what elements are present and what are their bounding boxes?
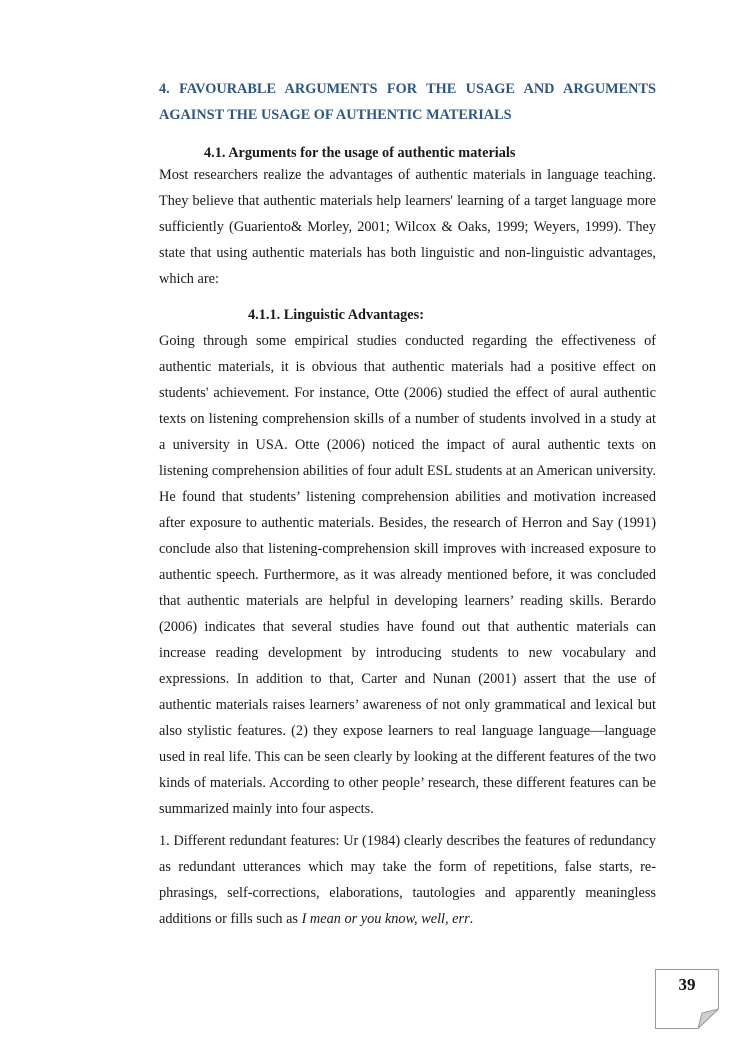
paragraph-redundant-features — [159, 828, 656, 932]
paragraph-end: . — [469, 911, 474, 927]
page-number-box — [655, 969, 719, 1029]
paragraph-linguistic-advantages: Going through some empirical studies conducted regarding the effectiveness of authentic materials, it is obvious that authentic materials had a positive effect on students' achievement. For instance, Otte (2006) studied the effect of aural authentic texts on listening comprehension skills of a number of students involved in a study at a university in USA. Otte (2006) noticed the impact of aural authentic texts on listening comprehension abilities of four adult ESL students at an American university. He found that students’ listening comprehension abilities and motivation increased after exposure to authentic materials. Besides, the research of Herron and Say (1991) conclude also that listening-comprehension skill improves with increased exposure to authentic speech. Furthermore, as it was already mentioned before, it was concluded that authentic materials are helpful in developing learners’ reading skills. Berardo (2006) indicates that several studies have found out that authentic materials can increase reading development by introducing students to new vocabulary and expressions. In addition to that, Carter and Nunan (2001) assert that the use of authentic materials raises learners’ awareness of not only grammatical and lexical but also stylistic features. (2) they expose learners to real language language—language used in real life. This can be seen clearly by looking at the different features of the two kinds of materials. According to other people’ research, these different features can be summarized mainly into four aspects. — [159, 333, 656, 817]
document-page — [159, 76, 656, 932]
italic-example: I mean or you know, well, err — [301, 911, 470, 927]
page-number: 39 — [678, 975, 696, 994]
paragraph-advantages-intro: Most researchers realize the advantages of authentic materials in language teaching. They believe that authentic materials help learners' learning of a target language more sufficiently (Guariento& Morley, 2001; Wilcox & Oaks, 1999; Weyers, 1999). They state that using authentic materials has both linguistic and non-linguistic advantages, which are: — [159, 167, 656, 287]
subsubsection-title: 4.1.1. Linguistic Advantages: — [248, 307, 424, 323]
subsection-title: 4.1. Arguments for the usage of authentic materials — [204, 145, 516, 161]
paragraph-text: 1. Different redundant features: Ur (1984) clearly describes the features of redundancy as redundant utterances which may take the form of repetitions, false starts, re-phrasings, self-corrections, elaborations, tautologies and apparently meaningless additions or fills such as — [159, 833, 656, 927]
section-heading: 4. FAVOURABLE ARGUMENTS FOR THE USAGE AND ARGUMENTS AGAINST THE USAGE OF AUTHENTIC MATERIALS — [159, 81, 656, 123]
